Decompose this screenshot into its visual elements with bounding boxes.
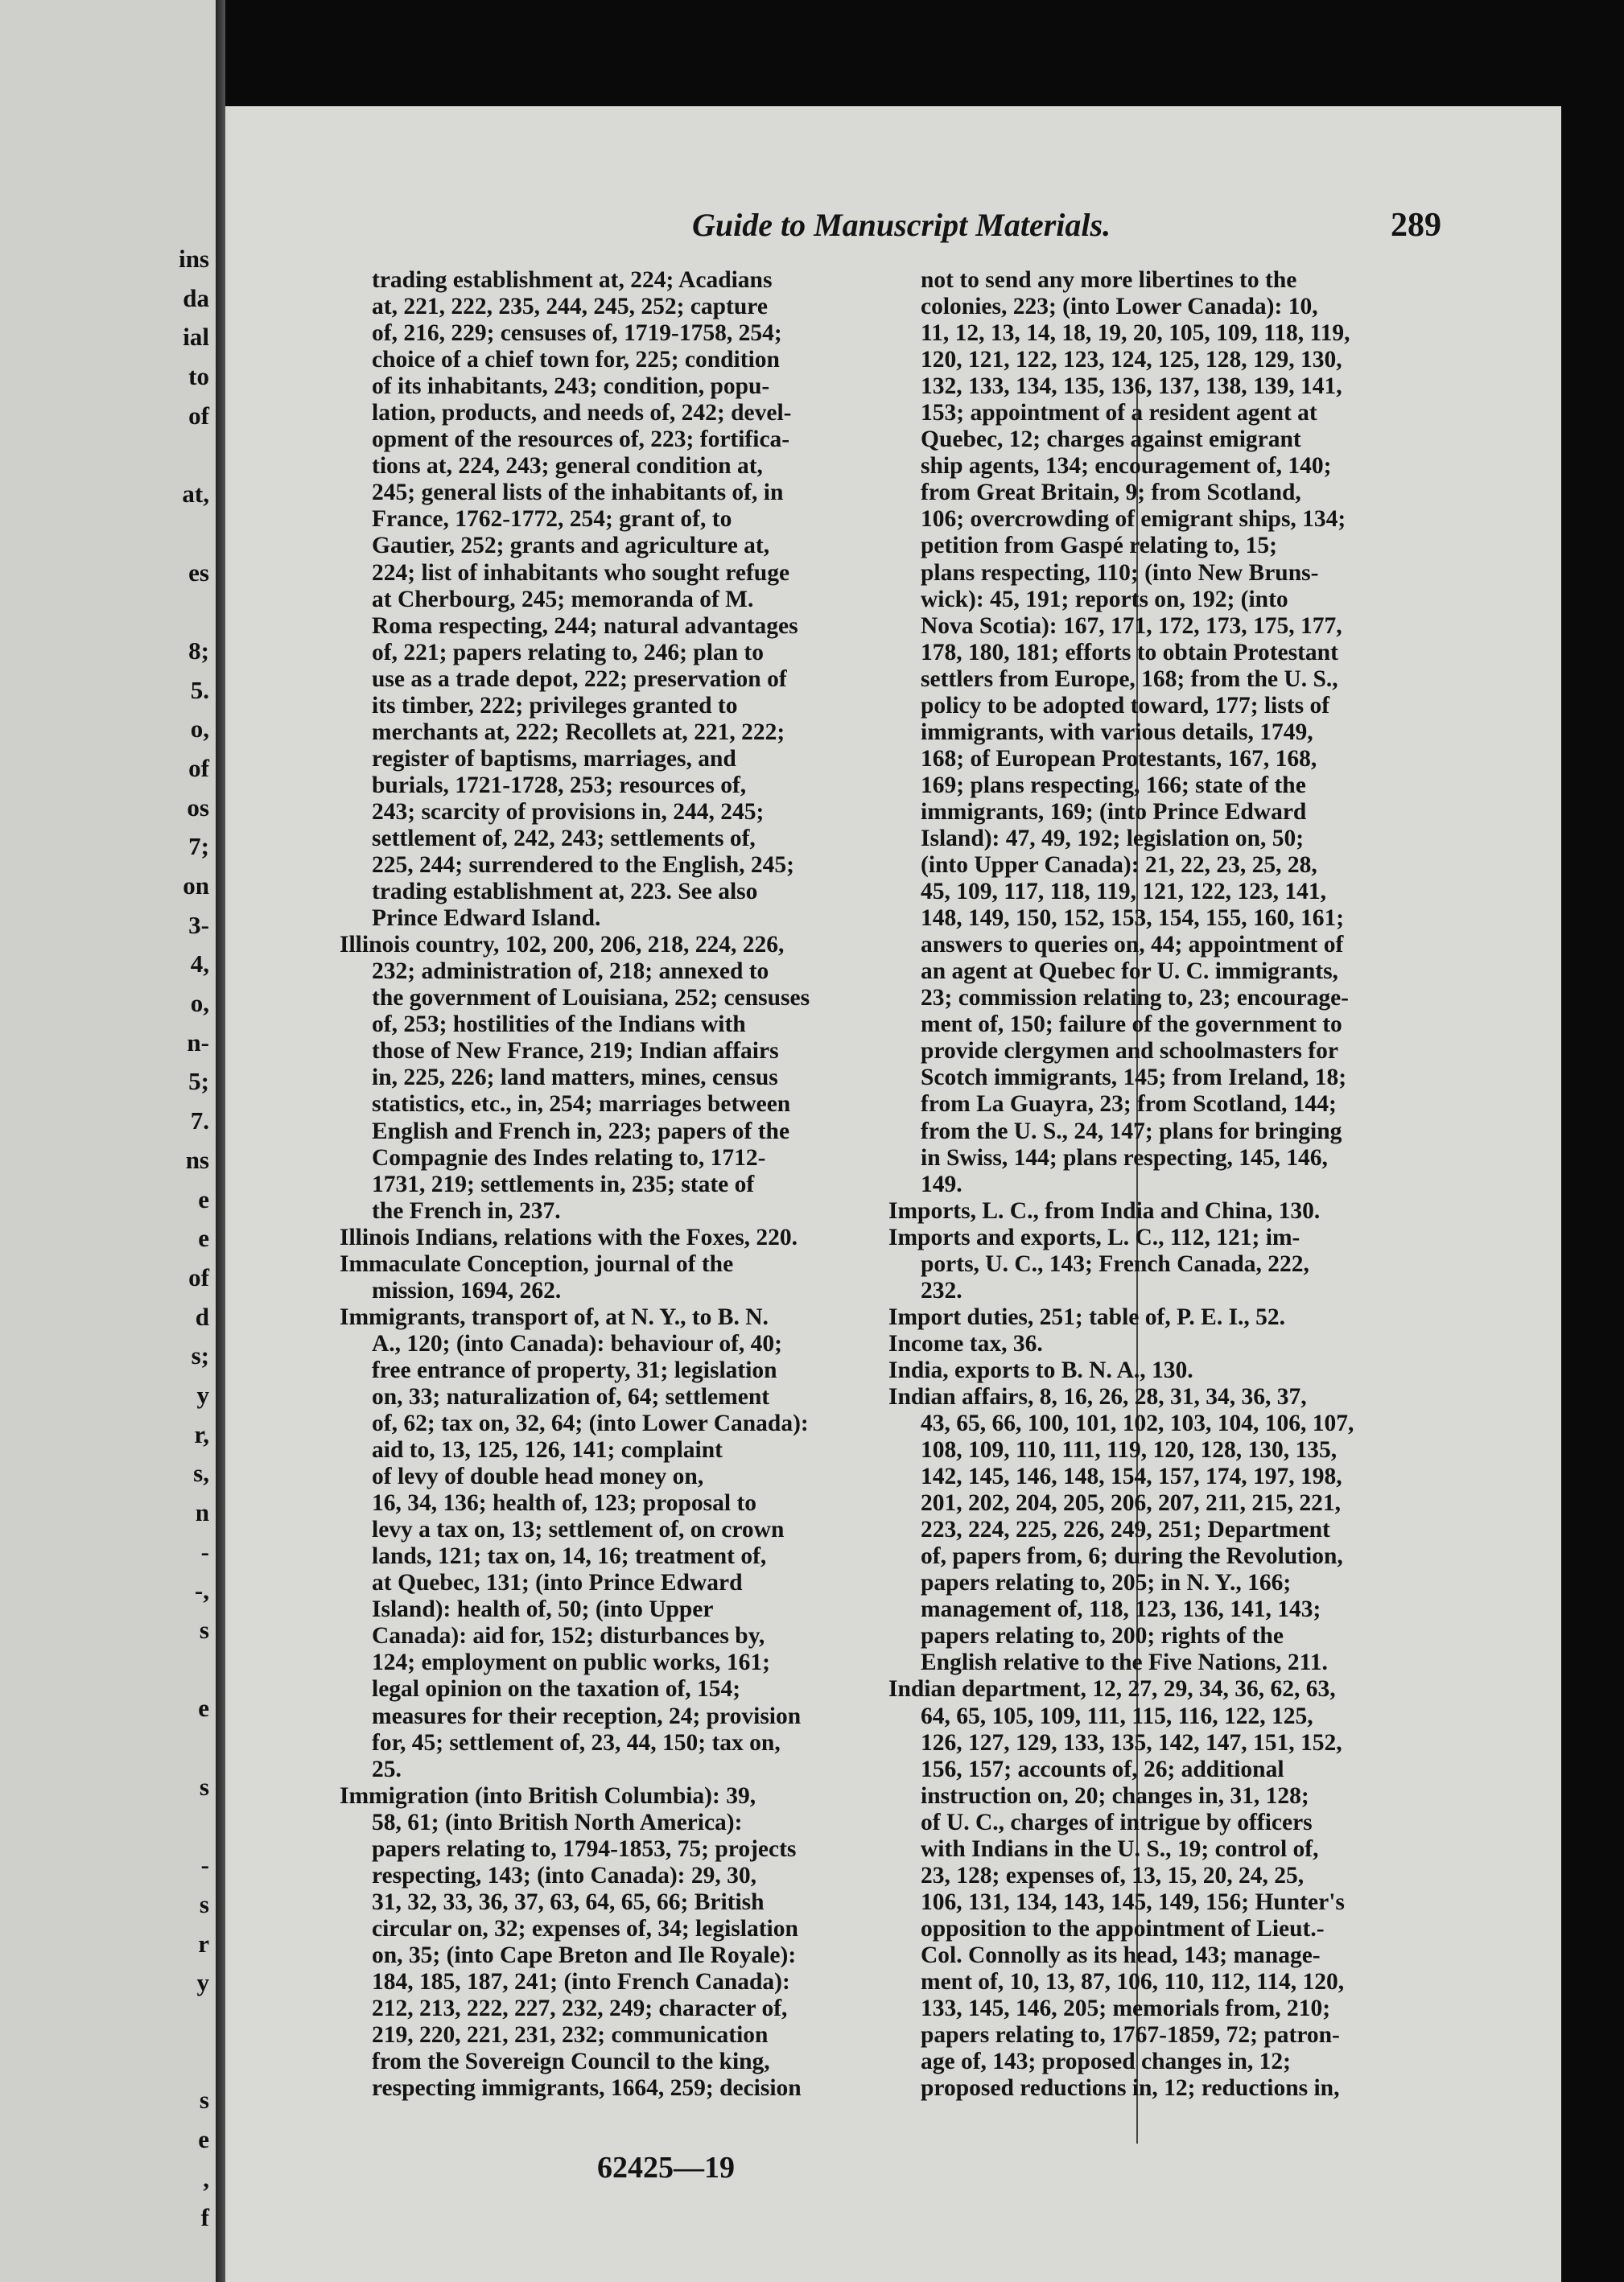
index-line: merchants at, 222; Recollets at, 221, 222; (372, 719, 785, 745)
index-line: register of baptisms, marriages, and (372, 745, 736, 772)
index-line: of levy of double head money on, (372, 1464, 704, 1490)
previous-page-fragment: f (200, 2203, 209, 2232)
previous-page-fragment (179, 2042, 209, 2082)
previous-page-fragment (179, 435, 209, 475)
index-line: for, 45; settlement of, 23, 44, 150; tax on, (372, 1729, 781, 1756)
previous-page-fragment: - (200, 1537, 209, 1566)
previous-page-fragment: at, (182, 480, 209, 509)
previous-page-fragment: da (183, 283, 209, 312)
page-gutter (216, 0, 225, 2282)
previous-page-fragment: ins (179, 245, 209, 273)
index-line: plans respecting, 110; (into New Bruns- (921, 559, 1319, 586)
previous-page-fragment: s; (191, 1341, 209, 1370)
index-entry-heading: Income tax, 36. (888, 1330, 1043, 1357)
index-line: trading establishment at, 223. See also (372, 879, 758, 905)
index-line: in Swiss, 144; plans respecting, 145, 146, (921, 1144, 1328, 1171)
index-line: 124; employment on public works, 161; (372, 1650, 770, 1676)
index-line: Island): 47, 49, 192; legislation on, 50; (921, 825, 1305, 851)
right-index-column (888, 267, 1452, 2102)
index-entry-heading: Imports, L. C., from India and China, 130. (888, 1197, 1321, 1224)
previous-page-fragment: r, (194, 1419, 209, 1448)
index-line: aid to, 13, 125, 126, 141; complaint (372, 1437, 723, 1464)
index-line: 126, 127, 129, 133, 135, 142, 147, 151, 152, (921, 1729, 1342, 1756)
index-line: petition from Gaspé relating to, 15; (921, 533, 1278, 559)
index-line: Prince Edward Island. (372, 905, 601, 932)
index-line: Canada): aid for, 152; disturbances by, (372, 1623, 765, 1650)
previous-page-fragment: -, (194, 1576, 209, 1605)
index-line: respecting immigrants, 1664, 259; decision (372, 2075, 802, 2102)
index-line: of, 221; papers relating to, 246; plan to (372, 639, 765, 665)
index-entry-heading: Illinois country, 102, 200, 206, 218, 224, 226, (340, 932, 785, 958)
index-entry-heading: Immigrants, transport of, at N. Y., to B. N. (340, 1304, 769, 1330)
previous-page-fragment: e (198, 1184, 209, 1213)
index-entry-heading: India, exports to B. N. A., 130. (888, 1357, 1193, 1383)
index-line: 11, 12, 13, 14, 18, 19, 20, 105, 109, 118, 119, (921, 320, 1350, 347)
previous-page-fragment: of (188, 753, 209, 782)
index-line: burials, 1721-1728, 253; resources of, (372, 772, 747, 798)
previous-page-fragment: d (195, 1302, 209, 1331)
index-line: not to send any more libertines to the (921, 267, 1297, 293)
index-line: from La Guayra, 23; from Scotland, 144; (921, 1091, 1337, 1118)
previous-page-fragment: e (198, 1694, 209, 1723)
index-line: papers relating to, 1767-1859, 72; patron- (921, 2022, 1340, 2049)
index-line: Col. Connolly as its head, 143; manage- (921, 1942, 1321, 1968)
signature-mark: 62425—19 (597, 2151, 735, 2185)
index-line: 245; general lists of the inhabitants of, in (372, 480, 784, 506)
previous-page-fragment: os (187, 793, 209, 822)
index-entry-heading: Import duties, 251; table of, P. E. I., 52. (888, 1304, 1286, 1330)
index-line: 223, 224, 225, 226, 249, 251; Department (921, 1517, 1330, 1543)
index-line: at, 221, 222, 235, 244, 245, 252; capture (372, 294, 768, 320)
index-line: 201, 202, 204, 205, 206, 207, 211, 215, 221, (921, 1490, 1341, 1517)
index-line: choice of a chief town for, 225; condition (372, 347, 780, 373)
index-line: statistics, etc., in, 254; marriages between (372, 1091, 791, 1118)
previous-page-fragment: ns (185, 1145, 209, 1174)
previous-page-fragment: s (199, 2086, 209, 2115)
index-line: those of New France, 219; Indian affairs (372, 1038, 779, 1065)
previous-page-fragment: 5; (188, 1067, 209, 1096)
previous-page-fragment: y (196, 1380, 209, 1409)
previous-page-fragment: e (198, 1224, 209, 1253)
index-line: settlement of, 242, 243; settlements of, (372, 825, 756, 851)
index-line: use as a trade depot, 222; preservation of (372, 665, 787, 692)
index-line: 16, 34, 136; health of, 123; proposal to (372, 1490, 757, 1517)
index-line: management of, 118, 123, 136, 141, 143; (921, 1596, 1321, 1623)
previous-page-fragment: 8; (188, 636, 209, 665)
previous-page-fragment: 3- (188, 910, 209, 939)
index-line: 1731, 219; settlements in, 235; state of (372, 1171, 755, 1197)
index-line: 156, 157; accounts of, 26; additional (921, 1756, 1284, 1782)
index-line: (into Upper Canada): 21, 22, 23, 25, 28, (921, 852, 1317, 879)
index-line: 45, 109, 117, 118, 119, 121, 122, 123, 141, (921, 879, 1326, 905)
index-line: 243; scarcity of provisions in, 244, 245; (372, 798, 765, 825)
index-line: of, 62; tax on, 32, 64; (into Lower Canada): (372, 1411, 809, 1437)
index-line: 168; of European Protestants, 167, 168, (921, 745, 1317, 772)
index-line: instruction on, 20; changes in, 31, 128; (921, 1782, 1309, 1809)
left-index-column (340, 267, 879, 2102)
index-line: 142, 145, 146, 148, 154, 157, 174, 197, 198, (921, 1464, 1342, 1490)
previous-page-fragment: on (183, 871, 209, 900)
index-line: the government of Louisiana, 252; censuses (372, 985, 810, 1011)
index-line: Scotch immigrants, 145; from Ireland, 18; (921, 1065, 1347, 1091)
index-line: measures for their reception, 24; provision (372, 1703, 802, 1729)
index-line: opposition to the appointment of Lieut.- (921, 1915, 1325, 1942)
previous-page-fragment: - (200, 1851, 209, 1880)
index-line: Compagnie des Indes relating to, 1712- (372, 1144, 766, 1171)
previous-page-fragments (179, 240, 209, 2238)
index-line: 212, 213, 222, 227, 232, 249; character of, (372, 1996, 788, 2022)
index-line: 232. (921, 1277, 962, 1304)
index-line: of, papers from, 6; during the Revolution, (921, 1543, 1343, 1570)
index-line: 153; appointment of a resident agent at (921, 400, 1317, 426)
index-line: ment of, 150; failure of the government to (921, 1011, 1342, 1038)
index-line: papers relating to, 1794-1853, 75; projects (372, 1835, 797, 1862)
index-line: answers to queries on, 44; appointment of (921, 932, 1344, 958)
previous-page-fragment (179, 1807, 209, 1847)
previous-page-fragment (179, 2003, 209, 2042)
index-entry-heading: Immigration (into British Columbia): 39, (340, 1782, 756, 1809)
previous-page-fragment: r (198, 1929, 209, 1958)
index-line: 23; commission relating to, 23; encourage- (921, 985, 1350, 1011)
index-line: 25. (372, 1756, 402, 1782)
index-line: legal opinion on the taxation of, 154; (372, 1676, 741, 1703)
index-line: 132, 133, 134, 135, 136, 137, 138, 139, 141, (921, 373, 1342, 400)
index-line: of, 216, 229; censuses of, 1719-1758, 254; (372, 320, 782, 347)
previous-page-fragment: n- (187, 1028, 209, 1057)
previous-page-fragment (179, 1650, 209, 1690)
index-line: at Cherbourg, 245; memoranda of M. (372, 586, 754, 612)
index-line: papers relating to, 200; rights of the (921, 1623, 1284, 1650)
index-line: 169; plans respecting, 166; state of the (921, 772, 1306, 798)
index-line: on, 33; naturalization of, 64; settlement (372, 1383, 770, 1410)
previous-page-fragment: of (188, 401, 209, 430)
index-line: its timber, 222; privileges granted to (372, 692, 738, 719)
index-line: 58, 61; (into British North America): (372, 1809, 743, 1835)
index-line: policy to be adopted toward, 177; lists of (921, 692, 1330, 719)
index-line: ship agents, 134; encouragement of, 140; (921, 453, 1332, 480)
index-line: 43, 65, 66, 100, 101, 102, 103, 104, 106, 107, (921, 1411, 1354, 1437)
previous-page (0, 0, 216, 2282)
index-line: from the U. S., 24, 147; plans for bringing (921, 1118, 1342, 1144)
previous-page-fragment (179, 1728, 209, 1768)
index-line: circular on, 32; expenses of, 34; legislation (372, 1915, 798, 1942)
index-line: ports, U. C., 143; French Canada, 222, (921, 1250, 1309, 1277)
index-line: France, 1762-1772, 254; grant of, to (372, 506, 732, 533)
index-line: opment of the resources of, 223; fortifica- (372, 426, 790, 453)
index-line: Gautier, 252; grants and agriculture at, (372, 533, 770, 559)
index-line: proposed reductions in, 12; reductions in, (921, 2075, 1340, 2102)
index-line: settlers from Europe, 168; from the U. S., (921, 665, 1338, 692)
index-line: English and French in, 223; papers of the (372, 1118, 790, 1144)
index-line: 178, 180, 181; efforts to obtain Protestant (921, 639, 1338, 665)
index-line: 184, 185, 187, 241; (into French Canada): (372, 1969, 790, 1995)
index-line: 120, 121, 122, 123, 124, 125, 128, 129, 130, (921, 347, 1342, 373)
previous-page-fragment: , (203, 2164, 209, 2193)
index-line: 106, 131, 134, 143, 145, 149, 156; Hunter's (921, 1889, 1345, 1915)
index-line: wick): 45, 191; reports on, 192; (into (921, 586, 1288, 612)
index-line: the French in, 237. (372, 1197, 561, 1224)
previous-page-fragment: e (198, 2125, 209, 2153)
previous-page-fragment: of (188, 1263, 209, 1291)
index-line: 149. (921, 1171, 962, 1197)
index-line: Island): health of, 50; (into Upper (372, 1596, 714, 1623)
index-line: ment of, 10, 13, 87, 106, 110, 112, 114, 120, (921, 1969, 1345, 1995)
index-line: of U. C., charges of intrigue by officers (921, 1809, 1313, 1835)
index-line: age of, 143; proposed changes in, 12; (921, 2049, 1292, 2075)
index-line: A., 120; (into Canada): behaviour of, 40; (372, 1330, 782, 1357)
index-entry-heading: Indian affairs, 8, 16, 26, 28, 31, 34, 36, 37, (888, 1383, 1307, 1410)
index-line: 225, 244; surrendered to the English, 245; (372, 852, 795, 879)
previous-page-fragment: o, (190, 715, 209, 744)
index-line: 31, 32, 33, 36, 37, 63, 64, 65, 66; British (372, 1889, 765, 1915)
index-line: lation, products, and needs of, 242; devel- (372, 400, 792, 426)
index-line: from the Sovereign Council to the king, (372, 2049, 770, 2075)
previous-page-fragment (179, 592, 209, 632)
index-line: in, 225, 226; land matters, mines, census (372, 1065, 778, 1091)
index-line: lands, 121; tax on, 14, 16; treatment of, (372, 1543, 767, 1570)
previous-page-fragment: es (188, 558, 209, 587)
index-line: tions at, 224, 243; general condition at, (372, 453, 763, 480)
previous-page-fragment (179, 514, 209, 554)
index-line: Roma respecting, 244; natural advantages (372, 612, 798, 639)
index-line: respecting, 143; (into Canada): 29, 30, (372, 1862, 756, 1889)
index-line: 219, 220, 221, 231, 232; communication (372, 2022, 769, 2049)
index-line: immigrants, with various details, 1749, (921, 719, 1313, 745)
index-line: 106; overcrowding of emigrant ships, 134; (921, 506, 1346, 533)
index-line: mission, 1694, 262. (372, 1277, 562, 1304)
previous-page-fragment: n (195, 1498, 209, 1526)
index-line: 224; list of inhabitants who sought refuge (372, 559, 790, 586)
previous-page-fragment: s (199, 1889, 209, 1918)
index-line: at Quebec, 131; (into Prince Edward (372, 1570, 743, 1596)
index-line: from Great Britain, 9; from Scotland, (921, 480, 1301, 506)
index-line: papers relating to, 205; in N. Y., 166; (921, 1570, 1292, 1596)
index-line: 148, 149, 150, 152, 153, 154, 155, 160, 161; (921, 905, 1345, 932)
previous-page-fragment: to (188, 362, 209, 391)
previous-page-fragment: s (199, 1616, 209, 1645)
index-line: English relative to the Five Nations, 211. (921, 1650, 1328, 1676)
index-line: on, 35; (into Cape Breton and Ile Royale): (372, 1942, 797, 1968)
index-line: with Indians in the U. S., 19; control of, (921, 1835, 1319, 1862)
index-line: levy a tax on, 13; settlement of, on crown (372, 1517, 785, 1543)
index-line: trading establishment at, 224; Acadians (372, 267, 773, 293)
index-line: of, 253; hostilities of the Indians with (372, 1011, 746, 1038)
index-line: 64, 65, 105, 109, 111, 115, 116, 122, 125, (921, 1703, 1313, 1729)
previous-page-fragment: o, (190, 989, 209, 1018)
index-line: colonies, 223; (into Lower Canada): 10, (921, 294, 1318, 320)
index-entry-heading: Illinois Indians, relations with the Foxes, 220. (340, 1224, 798, 1250)
index-line: 232; administration of, 218; annexed to (372, 958, 769, 985)
document-page (225, 106, 1561, 2282)
previous-page-fragment: s, (193, 1459, 209, 1488)
previous-page-fragment: 4, (190, 949, 209, 978)
previous-page-fragment: 7; (188, 832, 209, 861)
index-line: 133, 145, 146, 205; memorials from, 210; (921, 1996, 1331, 2022)
index-entry-heading: Indian department, 12, 27, 29, 34, 36, 62, 63, (888, 1676, 1336, 1703)
previous-page-fragment: s (199, 1772, 209, 1801)
previous-page-fragment: 7. (190, 1106, 209, 1135)
index-line: of its inhabitants, 243; condition, popu- (372, 373, 770, 400)
running-header-title: Guide to Manuscript Materials. (692, 207, 1111, 243)
index-line: immigrants, 169; (into Prince Edward (921, 798, 1307, 825)
index-entry-heading: Imports and exports, L. C., 112, 121; im- (888, 1224, 1300, 1250)
index-line: Quebec, 12; charges against emigrant (921, 426, 1301, 453)
index-line: free entrance of property, 31; legislation (372, 1357, 777, 1383)
previous-page-fragment: 5. (190, 675, 209, 704)
index-line: 108, 109, 110, 111, 119, 120, 128, 130, 135, (921, 1437, 1338, 1464)
index-line: Nova Scotia): 167, 171, 172, 173, 175, 177, (921, 612, 1342, 639)
previous-page-fragment: y (196, 1968, 209, 1997)
index-line: an agent at Quebec for U. C. immigrants, (921, 958, 1338, 985)
index-line: provide clergymen and schoolmasters for (921, 1038, 1338, 1065)
index-entry-heading: Immaculate Conception, journal of the (340, 1250, 734, 1277)
page-number: 289 (1391, 207, 1441, 244)
previous-page-fragment: ial (183, 323, 209, 352)
index-line: 23, 128; expenses of, 13, 15, 20, 24, 25, (921, 1862, 1305, 1889)
